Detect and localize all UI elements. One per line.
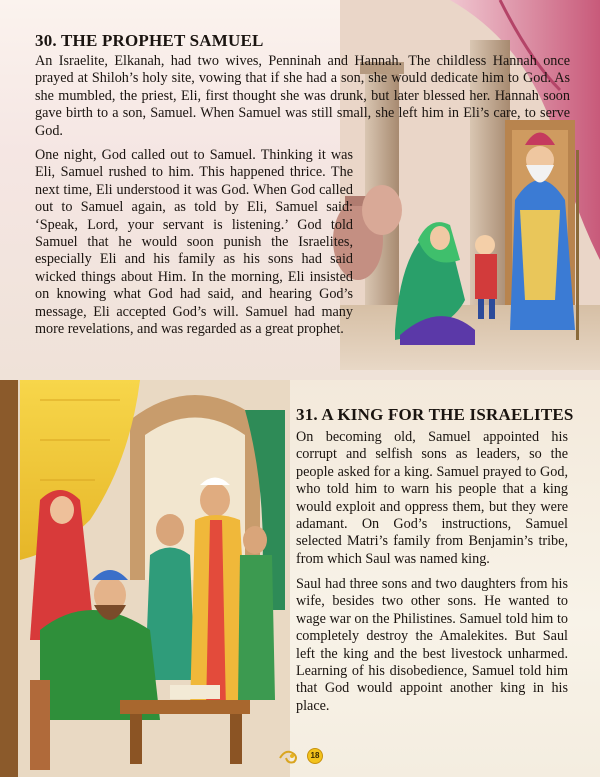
section-title-30: 30. THE PROPHET SAMUEL — [35, 31, 264, 50]
page-number: 18 — [307, 748, 323, 764]
section-30-paragraph-2: One night, God called out to Samuel. Thinking it was Eli, Samuel rushed to him. This happened thrice. The next time, Eli understood it was God. When God called out to Samuel again, as told by Eli, Samuel said: ‘Speak, Lord, your servant is listening.’ God told Samuel that he would soon punish the Israelites, especially Eli and his family as his sons had said wicked things about Him. In the morning, Eli insisted on knowing what God had said, and hearing God’s message, Eli accepted God’s will. Samuel had many more revelations, and was regarded as a great prophet. — [35, 147, 353, 338]
section-31-paragraph-2: Saul had three sons and two daughters from his wife, besides two other sons. He wanted to wage war on the Philistines. Samuel told him to completely destroy the Amalekites. But Saul left the king and the best livestock unharmed. Learning of his disobedience, Samuel told him that God would appoint another king in his place. — [296, 576, 568, 714]
section-30-paragraph-1: An Israelite, Elkanah, had two wives, Penninah and Hannah. The childless Hannah once prayed at Shiloh’s holy site, vowing that if she had a son, she would dedicate him to God. As she mumbled, the priest, Eli, first thought she was drunk, but later blessed her. Hannah soon gave birth to a son, Samuel. When Samuel was still small, she left him in Eli’s care, to serve God. — [35, 53, 570, 139]
section-31-paragraph-1: On becoming old, Samuel appointed his corrupt and selfish sons as leaders, so the people asked for a king. Samuel prayed to God, who told him to warn his people that a king would exploit and oppress them, but they were adamant. On God’s instructions, Samuel selected Matri’s family from Benjamin’s tribe, from which Saul was named king. — [296, 429, 568, 567]
section-title-31: 31. A KING FOR THE ISRAELITES — [296, 405, 574, 424]
people-ask-for-king-illustration — [0, 380, 300, 777]
